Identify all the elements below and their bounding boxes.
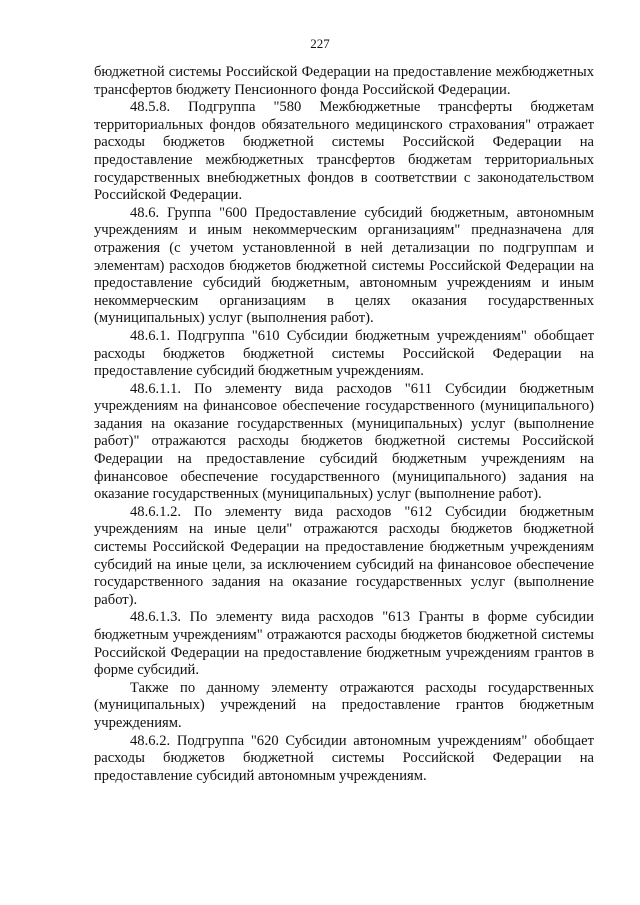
paragraph-48-6-1-3: 48.6.1.3. По элементу вида расходов "613 Гранты в форме субсидии бюджетным учреждениям" отражаются расходы бюджетов бюджетной системы Российской Федерации на предоставление бюджетным учреждениям грантов в форме субсидий. bbox=[94, 609, 594, 679]
paragraph-48-6: 48.6. Группа "600 Предоставление субсидий бюджетным, автономным учреждениям и иным некоммерческим организациям" предназначена для отражения (с учетом установленной в ней детализации по подгруппам и элементам) расходов бюджетов бюджетной системы Российской Федерации на предоставление субсидий бюджетным, автономным учреждениям и иным некоммерческим организациям в целях оказания государственных (муниципальных) услуг (выполнения работ). bbox=[94, 204, 594, 327]
paragraph-48-5-8: 48.5.8. Подгруппа "580 Межбюджетные трансферты бюджетам территориальных фондов обязательного медицинского страхования" отражает расходы бюджетов бюджетной системы Российской Федерации на предоставление межбюджетных трансфертов бюджетам территориальных государственных внебюджетных фондов в соответствии с законодательством Российской Федерации. bbox=[94, 99, 594, 204]
paragraph-48-6-1: 48.6.1. Подгруппа "610 Субсидии бюджетным учреждениям" обобщает расходы бюджетов бюджетной системы Российской Федерации на предоставление субсидий бюджетным учреждениям. bbox=[94, 327, 594, 380]
paragraph-48-6-1-2: 48.6.1.2. По элементу вида расходов "612 Субсидии бюджетным учреждениям на иные цели" отражаются расходы бюджетов бюджетной системы Российской Федерации на предоставление бюджетным учреждениям субсидий на иные цели, за исключением субсидий на финансовое обеспечение государственного задания на оказание государственных услуг (выполнение работ). bbox=[94, 503, 594, 608]
paragraph-also: Также по данному элементу отражаются расходы государственных (муниципальных) учреждений на предоставление грантов бюджетным учреждениям. bbox=[94, 679, 594, 731]
paragraph-48-6-1-1: 48.6.1.1. По элементу вида расходов "611 Субсидии бюджетным учреждениям на финансовое обеспечение государственного (муниципального) задания на оказание государственных (муниципальных) услуг (выполнение работ)" отражаются расходы бюджетов бюджетной системы Российской Федерации на предоставление субсидий бюджетным учреждениям на финансовое обеспечение государственного (муниципального) задания на оказание государственных (муниципальных) услуг (выполнение работ). bbox=[94, 380, 594, 503]
page-number: 227 bbox=[310, 36, 330, 51]
paragraph-continuation: бюджетной системы Российской Федерации на предоставление межбюджетных трансфертов бюджету Пенсионного фонда Российской Федерации. bbox=[94, 64, 594, 98]
body-text bbox=[94, 64, 594, 785]
paragraph-48-6-2: 48.6.2. Подгруппа "620 Субсидии автономным учреждениям" обобщает расходы бюджетов бюджетной системы Российской Федерации на предоставление субсидий автономным учреждениям. bbox=[94, 732, 594, 784]
